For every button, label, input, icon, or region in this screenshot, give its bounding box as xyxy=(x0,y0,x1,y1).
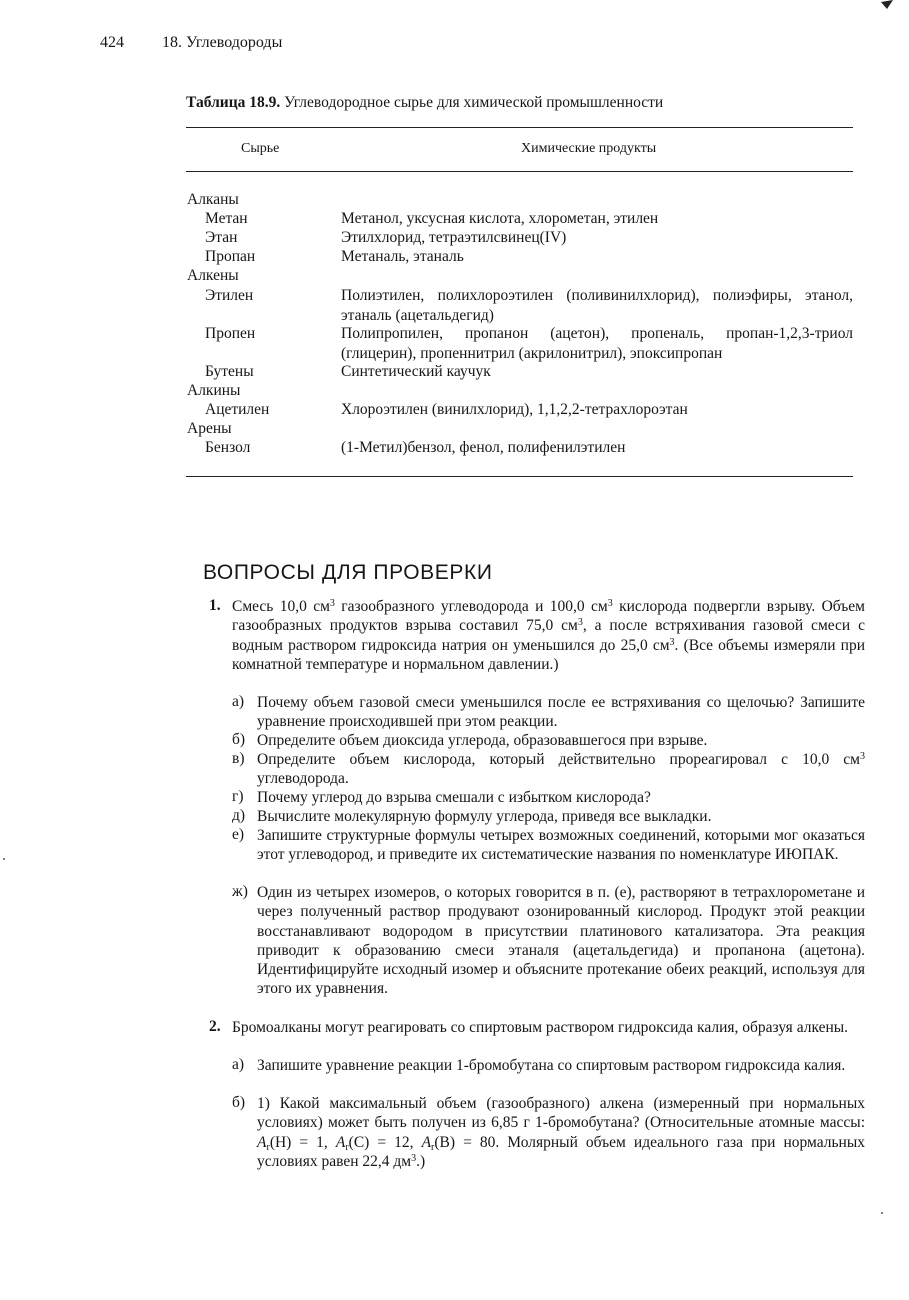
table-cell-raw: Этан xyxy=(205,229,238,246)
table-cell-raw: Бутены xyxy=(205,363,254,380)
subquestion-text: Определите объем диоксида углерода, образовавшегося при взрыве. xyxy=(257,732,708,749)
subquestion-label: г) xyxy=(232,788,244,805)
table-cell-products: Полипропилен, пропанон (ацетон), пропеналь, пропан-1,2,3-триол (глицерин), пропеннитрил (акрилонитрил), эпоксипропан xyxy=(341,325,853,362)
table-caption xyxy=(186,94,663,112)
scan-speck xyxy=(881,1212,883,1214)
subquestion-text: Почему углерод до взрыва смешали с избытком кислорода? xyxy=(257,789,651,806)
table-cell-raw: Пропен xyxy=(205,325,256,342)
subquestion-label: ж) xyxy=(232,883,248,900)
table-cell-raw: Алкины xyxy=(187,382,241,399)
table-cell-products: (1-Метил)бензол, фенол, полифенилэтилен xyxy=(341,439,626,456)
subquestion-label: е) xyxy=(232,826,245,843)
table-cell-raw: Арены xyxy=(187,420,232,437)
subquestion-label: д) xyxy=(232,807,246,824)
subquestion-text: Почему объем газовой смеси уменьшился после ее встряхивания со щелочью? Запишите уравнение происходившей при этом реакции. xyxy=(257,694,865,731)
subquestion-text: Один из четырех изомеров, о которых говорится в п. (е), растворяют в тетрахлорометане и через полученный раствор продувают озонированный кислород. Продукт этой реакции восстанавливают водородом в присутствии платинового катализатора. Эта реакция приводит к образованию смеси этаналя (ацетальдегида) и пропанона (ацетона). Идентифицируйте исходный изомер и объясните протекание обеих реакций, используя для этого их уравнения. xyxy=(257,884,865,998)
table-cell-products: Хлороэтилен (винилхлорид), 1,1,2,2-тетрахлороэтан xyxy=(341,401,688,418)
table-cell-raw: Этилен xyxy=(205,287,254,304)
subquestion-text: 1) Какой максимальный объем (газообразного) алкена (измеренный при нормальных условиях) может быть получен из 6,85 г 1-бромобутана? (Относительные атомные массы: $A_r(H) = 1$, $A_r(C) = 12$, $A_r(B) = 80$. Молярный объем идеального газа при нормальных условиях равен 22,4 $дм^3$.) xyxy=(257,1095,866,1170)
table-header-rule xyxy=(186,171,853,172)
subquestion-label: б) xyxy=(232,731,246,748)
scan-speck xyxy=(3,858,5,860)
question-text: Смесь 10,0 $см^3$ газообразного углеводорода и 100,0 $см^3$ кислорода подвергли взрыву. Объем газообразных продуктов взрыва составил 75,0 $см^3$, а после встряхивания газовой смеси с водным раствором гидроксида натрия он уменьшился до 25,0 $см^3$. (Все объемы измеряли при комнатной температуре и нормальном давлении.) xyxy=(232,598,866,673)
table-col-header-raw: Сырье xyxy=(241,141,280,156)
subquestion-text: Определите объем кислорода, который действительно прореагировал с 10,0 $см^3$ углеводорода. xyxy=(257,751,865,788)
table-caption-text: Углеводородное сырье для химической промышленности xyxy=(284,94,664,111)
subquestion-text: Вычислите молекулярную формулу углерода, приведя все выкладки. xyxy=(257,808,712,825)
subquestion-text: Запишите уравнение реакции 1-бромобутана со спиртовым раствором гидроксида калия. xyxy=(257,1057,846,1074)
chapter-title: 18. Углеводороды xyxy=(162,34,283,51)
table-cell-products: Метаналь, этаналь xyxy=(341,248,464,265)
page-number: 424 xyxy=(100,34,124,51)
table-cell-raw: Пропан xyxy=(205,248,256,265)
table-cell-raw: Алканы xyxy=(187,191,239,208)
table-caption-label: Таблица 18.9. xyxy=(186,94,281,111)
subquestion-label: в) xyxy=(232,750,245,767)
table-cell-products: Этилхлорид, тетраэтилсвинец(IV) xyxy=(341,229,567,246)
table-cell-raw: Бензол xyxy=(205,439,251,456)
subquestion-label: б) xyxy=(232,1094,246,1111)
table-bottom-rule xyxy=(186,476,853,477)
subquestion-label: а) xyxy=(232,693,245,710)
question-number: 1. xyxy=(209,597,221,614)
question-text: Бромоалканы могут реагировать со спиртовым раствором гидроксида калия, образуя алкены. xyxy=(232,1019,849,1036)
question-number: 2. xyxy=(209,1018,221,1035)
table-cell-raw: Ацетилен xyxy=(205,401,270,418)
section-title: ВОПРОСЫ ДЛЯ ПРОВЕРКИ xyxy=(203,561,493,584)
table-cell-products: Полиэтилен, полихлороэтилен (поливинилхлорид), полиэфиры, этанол, этаналь (ацетальдегид) xyxy=(341,287,853,324)
subquestion-text: Запишите структурные формулы четырех возможных соединений, которыми мог оказаться этот углеводород, и приведите их систематические названия по номенклатуре ИЮПАК. xyxy=(257,827,865,864)
table-col-header-products: Химические продукты xyxy=(521,141,657,156)
table-cell-raw: Метан xyxy=(205,210,248,227)
table-top-rule xyxy=(186,127,853,128)
table-cell-products: Метанол, уксусная кислота, хлорометан, этилен xyxy=(341,210,659,227)
scan-corner-mark xyxy=(881,0,893,10)
subquestion-label: а) xyxy=(232,1056,245,1073)
table-cell-raw: Алкены xyxy=(187,267,239,284)
table-cell-products: Синтетический каучук xyxy=(341,363,491,380)
